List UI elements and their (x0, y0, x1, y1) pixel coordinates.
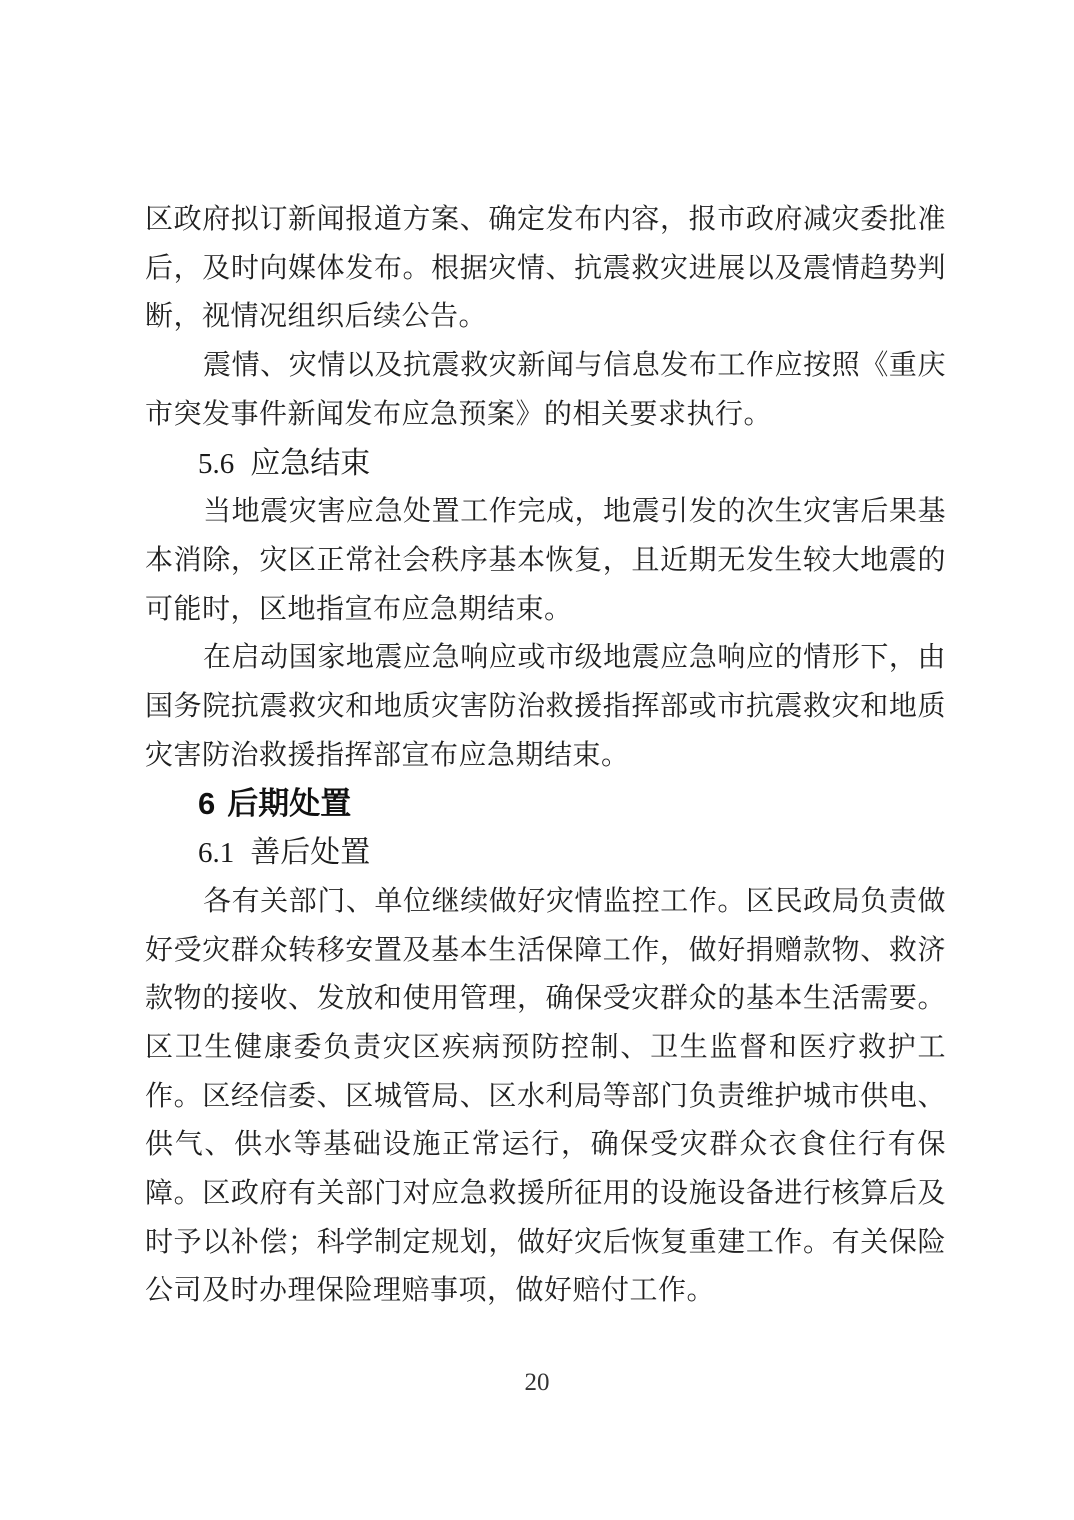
section-number-6: 6 (198, 786, 216, 822)
page-number: 20 (524, 1369, 550, 1396)
heading-section-6 (145, 780, 946, 829)
section-title-6: 后期处置 (227, 786, 352, 822)
heading-section-5-6 (145, 440, 946, 489)
paragraph-news-requirements: 震情、灾情以及抗震救灾新闻与信息发布工作应按照《重庆市突发事件新闻发布应急预案》的相关要求执行。 (145, 350, 946, 430)
paragraph-aftermath-disposal: 各有关部门、单位继续做好灾情监控工作。区民政局负责做好受灾群众转移安置及基本生活保障工作，做好捐赠款物、救济款物的接收、发放和使用管理，确保受灾群众的基本生活需要。区卫生健康委负责灾区疾病预防控制、卫生监督和医疗救护工作。区经信委、区城管局、区水利局等部门负责维护城市供电、供气、供水等基础设施正常运行，确保受灾群众衣食住行有保障。区政府有关部门对应急救援所征用的设施设备进行核算后及时予以补偿；科学制定规划，做好灾后恢复重建工作。有关保险公司及时办理保险理赔事项，做好赔付工作。 (145, 885, 946, 1307)
section-title-5-6: 应急结束 (250, 446, 371, 480)
section-number-5-6: 5.6 (198, 447, 235, 480)
paragraph-press-release-continuation: 区政府拟订新闻报道方案、确定发布内容，报市政府减灾委批准后，及时向媒体发布。根据灾情、抗震救灾进展以及震情趋势判断，视情况组织后续公告。 (145, 204, 946, 333)
document-content (145, 196, 946, 1316)
paragraph-emergency-end-local: 当地震灾害应急处置工作完成，地震引发的次生灾害后果基本消除，灾区正常社会秩序基本恢复，且近期无发生较大地震的可能时，区地指宣布应急期结束。 (145, 496, 946, 625)
section-title-6-1: 善后处置 (250, 836, 371, 870)
paragraph-emergency-end-national: 在启动国家地震应急响应或市级地震应急响应的情形下，由国务院抗震救灾和地质灾害防治救援指挥部或市抗震救灾和地质灾害防治救援指挥部宣布应急期结束。 (145, 642, 946, 771)
section-number-6-1: 6.1 (198, 837, 235, 870)
heading-section-6-1 (145, 829, 946, 878)
